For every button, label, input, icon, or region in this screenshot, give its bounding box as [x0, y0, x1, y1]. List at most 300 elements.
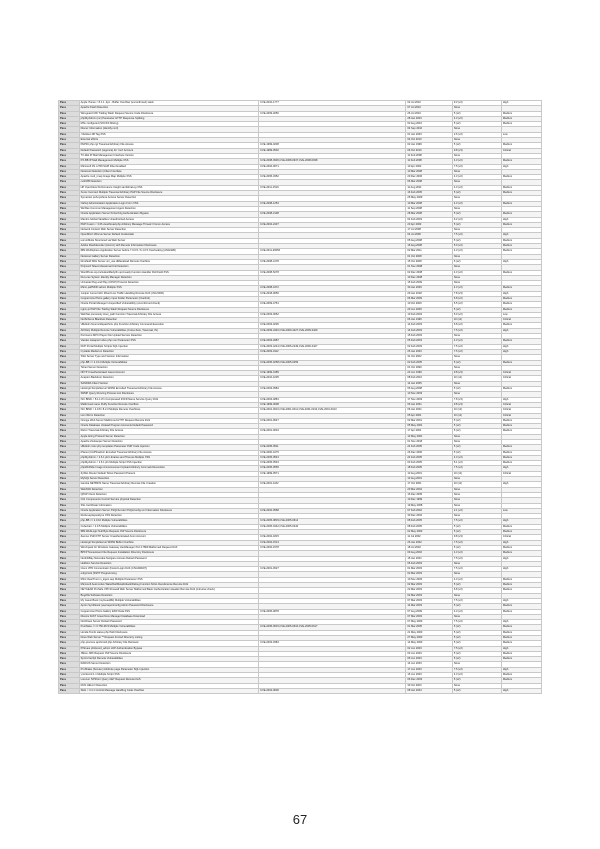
cve-cell: CVE-2010-1777: [259, 101, 406, 106]
cve-cell: CVE-2003-4881: [259, 397, 406, 402]
cve-cell: CVE-2003-4244,CVE-2006-2249,CVE-2006-4427: [259, 344, 406, 349]
severity-cell: High: [501, 482, 541, 487]
cve-cell: CVE-2005-3352: [259, 175, 406, 180]
vulnerability-name-cell: DCP Portal Multiple Scripts SQL Injection: [79, 344, 259, 349]
date-cell: 06 Mar 2008: [406, 180, 452, 185]
date-cell: 05 May 2001: [406, 424, 452, 429]
status-cell: Pass: [59, 169, 80, 174]
vulnerability-name-cell: NETGEAR ProSafe VPN Firewall Web Server Malformed Basic Authentication Header Remote DoS (intrusive check): [79, 588, 259, 593]
status-cell: Pass: [59, 281, 80, 286]
score-cell: 6.8 (v2): [452, 296, 501, 301]
vulnerability-name-cell: AKOlety Multiple Remote Vulnerabilities (Cross-Sets, Traversal, IN): [79, 328, 259, 333]
date-cell: 06 Aug 2008: [406, 387, 452, 392]
severity-cell: Medium: [501, 201, 541, 206]
date-cell: 07 Feb 2002: [406, 508, 452, 513]
cve-cell: CVE-2001-0010,CVE-2001-0011,CVE-2001-0012,CVE-2001-0013: [259, 408, 406, 413]
vulnerability-name-cell: SSL Certificate Information: [79, 503, 259, 508]
date-cell: 03 Feb 2005: [406, 461, 452, 466]
date-cell: 11 Feb 2008: [406, 153, 452, 158]
severity-cell: Medium: [501, 286, 541, 291]
cve-cell: CVE-2005-4878: [259, 609, 406, 614]
score-cell: 7.5 (v2): [452, 349, 501, 354]
score-cell: None: [452, 153, 501, 158]
score-cell: None: [452, 265, 501, 270]
vulnerability-name-cell: PostNuke <= 0.750-RC3 Multiple Vulnerabilities: [79, 625, 259, 630]
vulnerability-name-cell: Does Web Server ** Request Forced Directory Listing: [79, 635, 259, 640]
vulnerability-name-cell: NetScheme Blacklust Detection: [79, 318, 259, 323]
status-cell: Pass: [59, 334, 80, 339]
status-cell: Pass: [59, 429, 80, 434]
status-cell: Pass: [59, 673, 80, 678]
score-cell: 9.8 (v3): [452, 535, 501, 540]
vulnerability-name-cell: HP OpenView Performance Insight samMmaLog XSS: [79, 185, 259, 190]
vulnerability-name-cell: Default Password (ssgonna) for 'root' Account: [79, 148, 259, 153]
status-cell: Pass: [59, 641, 80, 646]
score-cell: None: [452, 434, 501, 439]
cve-cell: CVE-1999-0238: [259, 143, 406, 148]
vulnerability-name-cell: uorvorMutis Structured via Web Server: [79, 238, 259, 243]
vulnerability-name-cell: RSA ClearTrust m_logon.asp Multiple Parameter XSS: [79, 577, 259, 582]
score-cell: None: [452, 254, 501, 259]
score-cell: 4.3 (v2): [452, 609, 501, 614]
status-cell: Pass: [59, 344, 80, 349]
score-cell: None: [452, 196, 501, 201]
cve-cell: CVE-2003-4987: [259, 339, 406, 344]
status-cell: Pass: [59, 381, 80, 386]
score-cell: 4.3 (v2): [452, 159, 501, 164]
vulnerability-name-cell: phpMyAdmin (mc) Parameter HTTP Response Splitting: [79, 116, 259, 121]
vulnerability-name-cell: Bugzilla Software Detection: [79, 593, 259, 598]
status-cell: Pass: [59, 148, 80, 153]
status-cell: Pass: [59, 387, 80, 392]
vulnerability-name-cell: php-procone apchmlvd.php Arbitrary File Retrieval: [79, 641, 259, 646]
severity-cell: Medium: [501, 296, 541, 301]
date-cell: 20 Dec 2006: [406, 175, 452, 180]
score-cell: 7.5 (v2): [452, 620, 501, 625]
date-cell: 12 May 2001: [406, 434, 452, 439]
status-cell: Pass: [59, 132, 80, 137]
status-cell: Pass: [59, 307, 80, 312]
date-cell: 05 Apr 2001: [406, 413, 452, 418]
status-cell: Pass: [59, 185, 80, 190]
status-cell: Pass: [59, 545, 80, 550]
vulnerability-name-cell: NFTP Unauthenticated Guest Account: [79, 371, 259, 376]
vulnerability-name-cell: Retrieveplaysetdyne XSS Detection: [79, 514, 259, 519]
date-cell: 08 Feb 2010: [406, 376, 452, 381]
date-cell: 11 Jul 2002: [406, 535, 452, 540]
severity-cell: Medium: [501, 635, 541, 640]
vulnerability-name-cell: Network Content Web Server Detection: [79, 228, 259, 233]
severity-cell: High: [501, 688, 541, 693]
severity-cell: Medium: [501, 212, 541, 217]
cve-cell: CVE-2003-0052: [259, 312, 406, 317]
severity-cell: High: [501, 259, 541, 264]
date-cell: 01 Nov 2018: [406, 440, 452, 445]
vulnerability-name-cell: Oracle Application Server Portal 10g Authentication Bypass: [79, 212, 259, 217]
cve-cell: CVE-2005-0258,CVE-2005-0259: [259, 360, 406, 365]
score-cell: 5 (v2): [452, 387, 501, 392]
status-cell: Pass: [59, 312, 80, 317]
score-cell: None: [452, 514, 501, 519]
vulnerability-name-cell: Oahsp Administration Application Login Form XSS: [79, 201, 259, 206]
status-cell: Pass: [59, 159, 80, 164]
date-cell: 02 Mar 2001: [406, 418, 452, 423]
status-cell: Pass: [59, 503, 80, 508]
severity-cell: Medium: [501, 673, 541, 678]
severity-cell: Medium: [501, 604, 541, 609]
vulnerability-name-cell: PolyLord Telecomfessional Unit Detection: [79, 265, 259, 270]
cve-cell: CVE-2008-4178: [259, 259, 406, 264]
vulnerability-name-cell: WebNet previously Host_path Function Traversal Arbitrary File Access: [79, 312, 259, 317]
severity-cell: Medium: [501, 307, 541, 312]
score-cell: 5 (v2): [452, 678, 501, 683]
status-cell: Pass: [59, 487, 80, 492]
score-cell: 4.3 (v2): [452, 201, 501, 206]
cve-cell: CVE-2003-0984: [259, 387, 406, 392]
vulnerability-name-cell: enfgrconk (SSTP Programming: [79, 572, 259, 577]
status-cell: Pass: [59, 217, 80, 222]
severity-cell: Medium: [501, 625, 541, 630]
vulnerability-name-cell: Anapton Backdoor Detection: [79, 376, 259, 381]
vulnerability-name-cell: Telnet Server Detection: [79, 365, 259, 370]
score-cell: 6.2 (v2): [452, 217, 501, 222]
vulnerability-name-cell: CGI Components Control Service physical Detection: [79, 498, 259, 503]
date-cell: 06 Mar 2009: [406, 296, 452, 301]
cve-cell: CVE-1999-0502: [259, 148, 406, 153]
status-cell: Pass: [59, 535, 80, 540]
status-cell: Pass: [59, 127, 80, 132]
score-cell: 5.1 (v2): [452, 461, 501, 466]
severity-cell: Medium: [501, 530, 541, 535]
cve-cell: CVE-2002-1815: [259, 535, 406, 540]
date-cell: 05 Feb 2003: [406, 339, 452, 344]
status-cell: Pass: [59, 519, 80, 524]
date-cell: 14 Jan 2005: [406, 381, 452, 386]
score-cell: None: [452, 169, 501, 174]
status-cell: Pass: [59, 259, 80, 264]
vulnerability-name-cell: Razor Traversal Arbitrary File Access: [79, 429, 259, 434]
severity-cell: High: [501, 349, 541, 354]
vulnerability-name-cell: Micro paPMOD admin Multiple XSS: [79, 286, 259, 291]
date-cell: 15 Oct 2008: [406, 259, 452, 264]
status-cell: Pass: [59, 588, 80, 593]
date-cell: 15 Feb 2003: [406, 334, 452, 339]
score-cell: None: [452, 355, 501, 360]
date-cell: 31 Oct 2002: [406, 355, 452, 360]
score-cell: 5 (v2): [452, 111, 501, 116]
vulnerability-name-cell: IBM WebSphere Application Server before 7.0.0.5 / 6.1.0.5 Overlooking (ANANAB): [79, 249, 259, 254]
date-cell: 20 Mar 2004: [406, 487, 452, 492]
date-cell: 21 May 2003: [406, 630, 452, 635]
severity-cell: Medium: [501, 122, 541, 127]
cve-cell: CVE-2011-1519: [259, 185, 406, 190]
score-cell: None: [452, 477, 501, 482]
score-cell: None: [452, 503, 501, 508]
cve-cell: CVE-2005-0565: [259, 466, 406, 471]
vulnerability-name-cell: php-BB <= 2.0.10 Multiple Vulnerabilities: [79, 519, 259, 524]
vulnerability-name-cell: OpenMind 1Xfocus Server Default Credentials: [79, 233, 259, 238]
date-cell: 02 Jun 2003: [406, 646, 452, 651]
status-cell: Pass: [59, 466, 80, 471]
date-cell: 17 Jul 2008: [406, 228, 452, 233]
vulnerability-name-cell: SNMP Query Running Process List Disclosure: [79, 392, 259, 397]
vulnerability-name-cell: SSH Server Type and Version Information: [79, 355, 259, 360]
severity-cell: High: [501, 101, 541, 106]
severity-cell: High: [501, 556, 541, 561]
cve-cell: CVE-2011-26656: [259, 249, 406, 254]
vulnerability-name-cell: CubeCart < 2.0.5 Multiple Vulnerabilities: [79, 524, 259, 529]
date-cell: 20 Jun 2009: [406, 307, 452, 312]
severity-cell: Medium: [501, 143, 541, 148]
score-cell: 7.8 (v3): [452, 397, 501, 402]
date-cell: 14 May 2003: [406, 641, 452, 646]
date-cell: 10 Mar 2008: [406, 169, 452, 174]
date-cell: 24 Feb 2005: [406, 445, 452, 450]
status-cell: Pass: [59, 228, 80, 233]
vulnerability-name-cell: Heldtom Service Detection: [79, 561, 259, 566]
date-cell: 15 Jan 2001: [406, 556, 452, 561]
vulnerability-name-cell: Lorecun IVPPoint Query GET Request Remote DoS: [79, 678, 259, 683]
date-cell: 14 Jun 2003: [406, 662, 452, 667]
date-cell: 16 Feb 2005: [406, 191, 452, 196]
status-cell: Pass: [59, 138, 80, 143]
vulnerability-name-cell: SANDRA Client Version: [79, 381, 259, 386]
score-cell: 4.3 (v2): [452, 270, 501, 275]
score-cell: 9.8 (v3): [452, 148, 501, 153]
score-cell: 10 (v2): [452, 376, 501, 381]
cve-cell: CVE-2018-0050: [259, 291, 406, 296]
severity-cell: Medium: [501, 244, 541, 249]
severity-cell: Medium: [501, 418, 541, 423]
vulnerability-name-cell: Xerox Incorrect Multiple Traversal Arbitrary PHP File Source Disclosure: [79, 191, 259, 196]
vulnerability-name-cell: <Ibolsten 98 Tag XSS: [79, 132, 259, 137]
vulnerability-name-cell: ProShake (Scouter) Attribute page Parameter SQL Injection: [79, 667, 259, 672]
vulnerability-name-cell: vBulletin forums/dispatch/nu.php Function Arbitrary Command Execution: [79, 323, 259, 328]
severity-cell: Medium: [501, 588, 541, 593]
vulnerability-name-cell: TX-Mat IP Mail Management Interface Version: [79, 153, 259, 158]
status-cell: Pass: [59, 164, 80, 169]
vulnerability-name-cell: My Guest Book (myGuestBk) Multiple Vulnerabilities: [79, 598, 259, 603]
vulnerability-name-cell: PX-BB IP Mail Management Multiple XSS: [79, 159, 259, 164]
status-cell: Pass: [59, 291, 80, 296]
score-cell: 10 (v2): [452, 471, 501, 476]
vulnerability-name-cell: Netscout Gallery Server Detection: [79, 254, 259, 259]
date-cell: 28 Mar 2008: [406, 212, 452, 217]
status-cell: Pass: [59, 508, 80, 513]
status-cell: Pass: [59, 461, 80, 466]
score-cell: 5 (v2): [452, 583, 501, 588]
date-cell: 07 Mar 2003: [406, 614, 452, 619]
cve-cell: CVE-2008-1253: [259, 201, 406, 206]
cve-cell: CVE-2001-0647: [259, 418, 406, 423]
score-cell: None: [452, 572, 501, 577]
vulnerability-name-cell: DCN HELLO Detection: [79, 683, 259, 688]
vulnerability-name-cell: Zeonux PHN FTP Server Unauthenticated Anon Account: [79, 535, 259, 540]
score-cell: None: [452, 487, 501, 492]
date-cell: 15 Feb 2009: [406, 281, 452, 286]
status-cell: Pass: [59, 191, 80, 196]
score-cell: None: [452, 561, 501, 566]
score-cell: 5 (v2): [452, 222, 501, 227]
date-cell: 06 Feb 2003: [406, 561, 452, 566]
status-cell: Pass: [59, 551, 80, 556]
status-cell: Pass: [59, 688, 80, 693]
score-cell: 6 (v2): [452, 259, 501, 264]
cve-cell: CVE-2002-1578: [259, 545, 406, 550]
date-cell: 07 Aug 2009: [406, 609, 452, 614]
status-cell: Pass: [59, 572, 80, 577]
vulnerability-name-cell: phpMyAdmin < 2.6.1 pl2 Libraries and Themes Multiple XSS: [79, 455, 259, 460]
status-cell: Pass: [59, 492, 80, 497]
vulnerability-name-cell: nginx-pi PHP File Trailing Slash Request Source Disclosure: [79, 307, 259, 312]
score-cell: None: [452, 127, 501, 132]
date-cell: 10 Mar 2008: [406, 201, 452, 206]
cve-cell: CVE-2000-1075: [259, 450, 406, 455]
vulnerability-name-cell: Microsoft IIS .HTR ISAPI Filter Enabled: [79, 164, 259, 169]
severity-cell: High: [501, 344, 541, 349]
vulnerability-name-cell: MSx configured (SOCKS Mixing): [79, 122, 259, 127]
date-cell: 13 Aug 2001: [406, 471, 452, 476]
severity-cell: Medium: [501, 461, 541, 466]
vulnerability-table: [58, 100, 542, 694]
severity-cell: High: [501, 519, 541, 524]
date-cell: 26 Dec 2000: [406, 450, 452, 455]
severity-cell: Medium: [501, 302, 541, 307]
date-cell: 09 Aug 2002: [406, 551, 452, 556]
status-cell: Pass: [59, 339, 80, 344]
score-cell: 5 (v2): [452, 429, 501, 434]
date-cell: 10 Dec 1999: [406, 498, 452, 503]
status-cell: Pass: [59, 471, 80, 476]
status-cell: Pass: [59, 625, 80, 630]
vulnerability-name-cell: IBM WebLogic Null Byte Request JSP Source Disclosure: [79, 530, 259, 535]
score-cell: 7.5 (v2): [452, 466, 501, 471]
vulnerability-name-cell: BPFP Nonexistent File Request Installation Directory Disclosure: [79, 551, 259, 556]
status-cell: Pass: [59, 397, 80, 402]
vulnerability-name-cell: External efforts: [79, 138, 259, 143]
status-cell: Pass: [59, 101, 80, 106]
severity-cell: High: [501, 646, 541, 651]
date-cell: 10 Dec 2008: [406, 275, 452, 280]
status-cell: Pass: [59, 254, 80, 259]
cve-cell: CVE-2005-0511: [259, 445, 406, 450]
date-cell: 11 Aug 2011: [406, 185, 452, 190]
cve-cell: CVE-2009-4050: [259, 111, 406, 116]
vulnerability-name-cell: Symantec pcAnywhere Access Server Detection: [79, 196, 259, 201]
score-cell: 5 (v2): [452, 445, 501, 450]
score-cell: None: [452, 492, 501, 497]
vulnerability-name-cell: Microsoft Automotive WaterDat/Metal/Attack/Debug Function NULL Dereference Remote DoS: [79, 583, 259, 588]
score-cell: 7.5 (v2): [452, 567, 501, 572]
date-cell: 06 Jan 2001: [406, 408, 452, 413]
status-cell: Pass: [59, 201, 80, 206]
score-cell: 5 (v2): [452, 122, 501, 127]
status-cell: Pass: [59, 583, 80, 588]
severity-cell: Medium: [501, 387, 541, 392]
status-cell: Pass: [59, 106, 80, 111]
score-cell: None: [452, 440, 501, 445]
status-cell: Pass: [59, 424, 80, 429]
status-cell: Pass: [59, 630, 80, 635]
status-cell: Pass: [59, 524, 80, 529]
date-cell: 07 Mar 2003: [406, 598, 452, 603]
severity-cell: Medium: [501, 630, 541, 635]
score-cell: 10 (v2): [452, 318, 501, 323]
score-cell: None: [452, 365, 501, 370]
score-cell: None: [452, 275, 501, 280]
status-cell: Pass: [59, 413, 80, 418]
score-cell: 4.3 (v2): [452, 175, 501, 180]
status-cell: Pass: [59, 328, 80, 333]
date-cell: 01 Mar 2005: [406, 625, 452, 630]
status-cell: Pass: [59, 392, 80, 397]
vulnerability-name-cell: Juniper Junos NAC Mixed Live Traffic Handling Remote DoS (JSA 6000): [79, 291, 259, 296]
severity-cell: High: [501, 233, 541, 238]
cve-cell: CVE-2009-4751: [259, 302, 406, 307]
vulnerability-name-cell: Honda Tomfo status.php Path Disclosure: [79, 630, 259, 635]
score-cell: 4.3 (v2): [452, 116, 501, 121]
vulnerability-name-cell: Pihtrues phirkoord_admin LDP Authentication Bypass: [79, 646, 259, 651]
status-cell: Pass: [59, 249, 80, 254]
date-cell: 27 May 2003: [406, 635, 452, 640]
status-cell: Pass: [59, 683, 80, 688]
severity-cell: Medium: [501, 651, 541, 656]
cve-cell: CVE-2002-0071: [259, 164, 406, 169]
score-cell: 4.3 (v2): [452, 339, 501, 344]
date-cell: 02 Mar 2003: [406, 593, 452, 598]
score-cell: 7.5 (v2): [452, 344, 501, 349]
vulnerability-name-cell: Coppermine Photo gallery input Folder Parameter (Overlink): [79, 296, 259, 301]
score-cell: 5 (v2): [452, 635, 501, 640]
cve-cell: CVE-2010-1035: [259, 376, 406, 381]
vulnerability-name-cell: Winchpack for Windows Gateway HexManager Port 17869 Malformed Request DoS: [79, 545, 259, 550]
score-cell: 10 (v2): [452, 482, 501, 487]
score-cell: None: [452, 614, 501, 619]
status-cell: Pass: [59, 111, 80, 116]
status-cell: Pass: [59, 567, 80, 572]
date-cell: 05 Aug 2008: [406, 238, 452, 243]
score-cell: None: [452, 683, 501, 688]
severity-cell: Medium: [501, 185, 541, 190]
score-cell: 6.8 (v2): [452, 323, 501, 328]
score-cell: 7.5 (v2): [452, 519, 501, 524]
vulnerability-table-body: [59, 101, 542, 694]
status-cell: Pass: [59, 440, 80, 445]
score-cell: 7.5 (v2): [452, 164, 501, 169]
vulnerability-name-cell: SHH < 3.4.1 Control Message Handling Code Overflow: [79, 688, 259, 693]
score-cell: 7.5 (v2): [452, 556, 501, 561]
date-cell: 10 Oct 2009: [406, 302, 452, 307]
vulnerability-name-cell: QPAP Client Detection: [79, 492, 259, 497]
severity-cell: Medium: [501, 429, 541, 434]
status-cell: Pass: [59, 360, 80, 365]
status-cell: Pass: [59, 175, 80, 180]
vulnerability-name-cell: ZyXEL Router Default Telnet Password Present: [79, 471, 259, 476]
vulnerability-name-cell: PHPFit php.cgi Traversal Arbitrary File Access: [79, 143, 259, 148]
severity-cell: Medium: [501, 249, 541, 254]
score-cell: None: [452, 381, 501, 386]
vulnerability-name-cell: Apple iTunes < 8.1.1 .4pc - Buffer Overflow (unconfirmed) stack: [79, 101, 259, 106]
vulnerability-name-cell: Netscout Detection (Client Interface: [79, 169, 259, 174]
status-cell: Pass: [59, 365, 80, 370]
score-cell: 4.3 (v2): [452, 551, 501, 556]
score-cell: 9.3 (v2): [452, 101, 501, 106]
score-cell: 5 (v2): [452, 212, 501, 217]
severity-cell: Medium: [501, 270, 541, 275]
status-cell: Pass: [59, 265, 80, 270]
score-cell: 7.8 (v3): [452, 291, 501, 296]
status-cell: Pass: [59, 646, 80, 651]
